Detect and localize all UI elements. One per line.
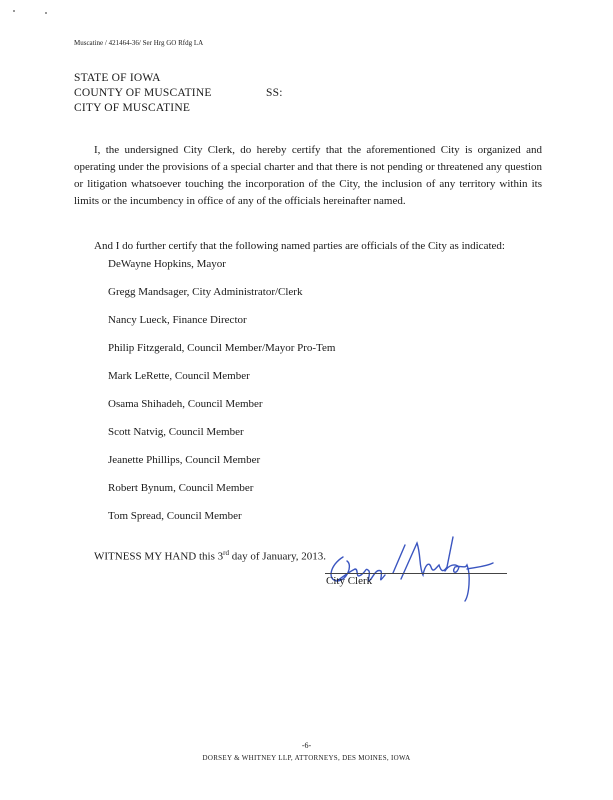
official-entry: Scott Natvig, Council Member (108, 426, 244, 438)
witness-line (94, 549, 326, 563)
officials-intro-paragraph: And I do further certify that the following named parties are officials of the City as indicated: (94, 240, 505, 252)
official-entry: Philip Fitzgerald, Council Member/Mayor Pro-Tem (108, 342, 336, 354)
official-entry: Jeanette Phillips, Council Member (108, 454, 261, 466)
witness-prefix: WITNESS MY HAND this 3 (94, 550, 224, 563)
caption-ss: SS: (266, 87, 283, 99)
official-entry: Mark LeRette, Council Member (108, 370, 250, 382)
witness-suffix: day of January, 2013. (229, 550, 327, 563)
caption-county: COUNTY OF MUSCATINE (74, 87, 212, 99)
caption-state: STATE OF IOWA (74, 72, 161, 84)
official-entry: DeWayne Hopkins, Mayor (108, 258, 226, 270)
official-entry: Nancy Lueck, Finance Director (108, 314, 247, 326)
scan-speck (45, 12, 47, 14)
official-entry: Tom Spread, Council Member (108, 510, 242, 522)
certification-paragraph: I, the undersigned City Clerk, do hereby certify that the aforementioned City is organized and operating under the provisions of a special charter and that there is not pending or threatened any question or litigation whatsoever touching the incorporation of the City, the inclusion of any territory within its limits or the incumbency in office of any of the officials hereinafter named. (74, 144, 542, 207)
caption-city: CITY OF MUSCATINE (74, 102, 191, 114)
handwritten-signature (325, 535, 525, 605)
witness-ordinal: rd (223, 549, 229, 557)
page-number: -6- (301, 741, 312, 750)
scan-speck (13, 10, 15, 12)
official-entry: Robert Bynum, Council Member (108, 482, 254, 494)
official-entry: Gregg Mandsager, City Administrator/Clerk (108, 286, 303, 298)
document-reference: Muscatine / 421464-36/ Ser Hrg GO Rfdg LA (74, 39, 204, 47)
firm-footer: DORSEY & WHITNEY LLP, ATTORNEYS, DES MOINES, IOWA (202, 754, 411, 762)
signature-title: City Clerk (326, 575, 373, 587)
signature-line (325, 573, 507, 574)
official-entry: Osama Shihadeh, Council Member (108, 398, 263, 410)
